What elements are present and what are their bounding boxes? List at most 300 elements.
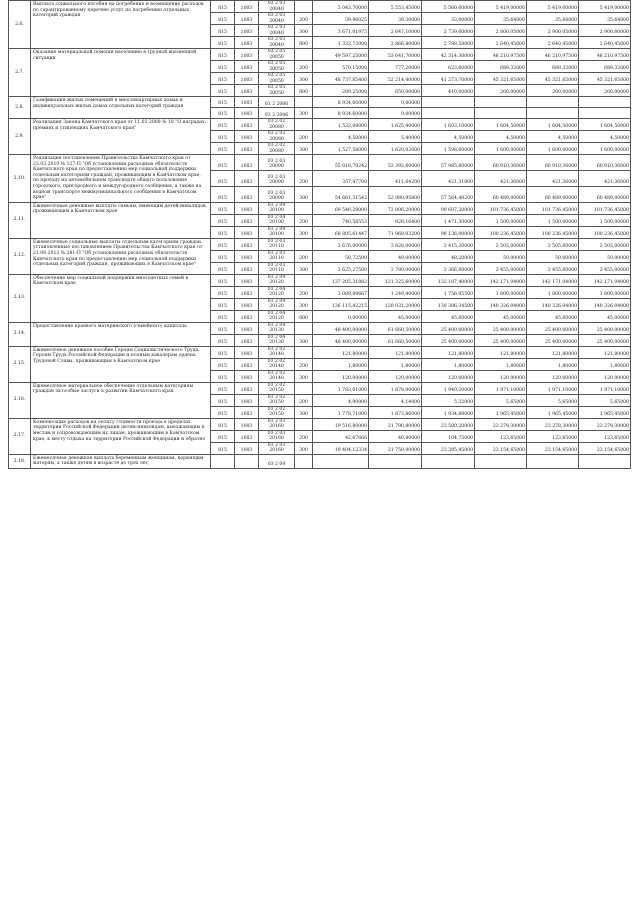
ministry-code: 815 <box>211 334 235 346</box>
amount-cell: 52 214,40000 <box>369 73 422 85</box>
ministry-code: 815 <box>211 262 235 274</box>
amount-cell: 4,14000 <box>369 394 422 406</box>
amount-cell: 140 326,04000 <box>579 298 631 310</box>
table-row <box>9 274 631 286</box>
amount-cell: 1 800,00000 <box>475 286 527 298</box>
section-code: 1003 <box>235 442 259 454</box>
row-number: 2.14. <box>9 322 31 346</box>
amount-cell: 42,67666 <box>313 430 369 442</box>
amount-cell: 5 560,60000 <box>422 1 475 13</box>
target-article-code: 03 2 03 20040 <box>259 1 295 13</box>
amount-cell: 68 805,61447 <box>313 226 369 238</box>
amount-cell: 23 395,45000 <box>422 442 475 454</box>
row-description: Ежемесячные денежные выплаты семьям, имеющим детей-инвалидов, проживающим в Камчатском крае <box>31 202 211 238</box>
row-description: Ежемесячное материальное обеспечение отдельным категориям граждан за особые заслуги в развитии Камчатского края <box>31 382 211 418</box>
target-article-code: 03 2 03 20110 <box>259 238 295 250</box>
amount-cell: 1 249,40000 <box>369 286 422 298</box>
section-code <box>235 454 259 468</box>
expense-type-code: 300 <box>295 298 313 310</box>
target-article-code: 03 2 03 20110 <box>259 250 295 262</box>
amount-cell: 200,00000 <box>579 85 631 97</box>
amount-cell: 46 210,97500 <box>579 49 631 61</box>
section-code: 1003 <box>235 202 259 214</box>
section-code: 1003 <box>235 382 259 394</box>
amount-cell <box>579 108 631 119</box>
amount-cell: 421,36000 <box>475 170 527 186</box>
amount-cell: 2 640,45000 <box>579 37 631 49</box>
target-article-code: 03 2 04 20100 <box>259 214 295 226</box>
amount-cell: 570,15000 <box>313 61 369 73</box>
amount-cell: 53 392,60000 <box>369 155 422 171</box>
amount-cell: 5 419,00000 <box>527 1 579 13</box>
amount-cell <box>475 454 527 468</box>
amount-cell: 101 736,45000 <box>475 202 527 214</box>
table-body <box>9 1 631 469</box>
amount-cell: 121,80000 <box>527 346 579 358</box>
expense-type-code: 200 <box>295 61 313 73</box>
amount-cell: 46 210,97500 <box>527 49 579 61</box>
table-row <box>9 119 631 131</box>
amount-cell: 25 400,00000 <box>527 322 579 334</box>
amount-cell: 45,00000 <box>475 310 527 322</box>
amount-cell: 57 564,48200 <box>422 186 475 202</box>
amount-cell: 50,00000 <box>475 250 527 262</box>
amount-cell: 45,00000 <box>527 310 579 322</box>
amount-cell: 1,80000 <box>527 358 579 370</box>
amount-cell: 1 604,50000 <box>475 119 527 131</box>
amount-cell: 0,00000 <box>369 97 422 108</box>
amount-cell: 1 940,20000 <box>422 382 475 394</box>
section-code: 1003 <box>235 238 259 250</box>
target-article-code: 03 2 04 20130 <box>259 334 295 346</box>
row-description: Обеспечение мер социальной поддержки многодетных семей в Камчатском крае <box>31 274 211 322</box>
amount-cell: 3 366,00000 <box>422 262 475 274</box>
target-article-code: 03 2 04 20120 <box>259 286 295 298</box>
ministry-code: 815 <box>211 442 235 454</box>
amount-cell: 623,60000 <box>422 61 475 73</box>
section-code: 1003 <box>235 370 259 382</box>
section-code: 1003 <box>235 310 259 322</box>
amount-cell: 21 750,00000 <box>369 442 422 454</box>
amount-cell: 35,64000 <box>527 13 579 25</box>
target-article-code: 03 2 02 20080 <box>259 143 295 155</box>
amount-cell: 98 136,00000 <box>422 226 475 238</box>
section-code: 1003 <box>235 155 259 171</box>
ministry-code: 815 <box>211 85 235 97</box>
expense-type-code <box>295 119 313 131</box>
amount-cell: 3 455,00000 <box>475 262 527 274</box>
expense-type-code <box>295 49 313 61</box>
amount-cell: 1 600,00000 <box>579 143 631 155</box>
row-description: Оказание материальной помощи населению в трудной жизненной ситуации <box>31 49 211 97</box>
amount-cell: 54 661,31542 <box>313 186 369 202</box>
amount-cell: 1 873,86000 <box>369 406 422 418</box>
amount-cell: 48,00000 <box>369 250 422 262</box>
amount-cell: 69 546,29000 <box>313 202 369 214</box>
expense-type-code <box>295 97 313 108</box>
row-number: 2.10. <box>9 155 31 203</box>
amount-cell: 5,40000 <box>369 131 422 143</box>
amount-cell: 132 187,40000 <box>422 274 475 286</box>
amount-cell: 99 607,20000 <box>422 202 475 214</box>
target-article-code: 03 2 02 20080 <box>259 119 295 131</box>
amount-cell <box>313 454 369 468</box>
amount-cell: 1 965,45000 <box>579 406 631 418</box>
amount-cell: 23 500,20000 <box>422 418 475 430</box>
target-article-code: 03 2 03 20160 <box>259 442 295 454</box>
table-row <box>9 49 631 61</box>
expense-type-code: 200 <box>295 430 313 442</box>
ministry-code: 815 <box>211 406 235 418</box>
ministry-code: 815 <box>211 170 235 186</box>
amount-cell: 33,00000 <box>422 13 475 25</box>
amount-cell: 120,00000 <box>527 370 579 382</box>
table-row <box>9 97 631 108</box>
amount-cell <box>475 97 527 108</box>
amount-cell: 45 321,65000 <box>579 73 631 85</box>
expense-type-code: 200 <box>295 13 313 25</box>
section-code: 1003 <box>235 85 259 97</box>
amount-cell: 1 800,00000 <box>579 286 631 298</box>
amount-cell: 421,36000 <box>527 170 579 186</box>
row-number: 2.16. <box>9 382 31 418</box>
amount-cell: 45 321,65000 <box>475 73 527 85</box>
amount-cell: 60 489,00000 <box>527 186 579 202</box>
expense-type-code: 200 <box>295 286 313 298</box>
amount-cell: 35,64000 <box>579 13 631 25</box>
amount-cell: 60 489,00000 <box>475 186 527 202</box>
amount-cell: 60 910,36000 <box>475 155 527 171</box>
amount-cell: 25 400,00000 <box>527 334 579 346</box>
amount-cell: 25 400,00000 <box>422 322 475 334</box>
amount-cell: 60 910,36000 <box>527 155 579 171</box>
target-article-code: 03 2 05 20050 <box>259 61 295 73</box>
row-number: 2.15. <box>9 346 31 382</box>
amount-cell: 4,50000 <box>527 131 579 143</box>
amount-cell <box>422 97 475 108</box>
expense-type-code: 200 <box>295 214 313 226</box>
section-code: 1003 <box>235 274 259 286</box>
ministry-code: 815 <box>211 37 235 49</box>
section-code: 1003 <box>235 49 259 61</box>
target-article-code: 03 2 03 20160 <box>259 418 295 430</box>
amount-cell: 39,96025 <box>313 13 369 25</box>
table-row <box>9 1 631 13</box>
amount-cell: 689,32000 <box>579 61 631 73</box>
amount-cell: 72 806,20000 <box>369 202 422 214</box>
amount-cell: 121,80000 <box>475 346 527 358</box>
amount-cell <box>579 454 631 468</box>
amount-cell: 689,32000 <box>527 61 579 73</box>
table-row <box>9 346 631 358</box>
amount-cell: 3 455,00000 <box>527 262 579 274</box>
amount-cell: 8 934,60000 <box>313 108 369 119</box>
amount-cell: 411,64200 <box>369 170 422 186</box>
target-article-code: 03 2 03 20090 <box>259 170 295 186</box>
amount-cell: 142 171,04000 <box>527 274 579 286</box>
amount-cell <box>527 454 579 468</box>
section-code: 1003 <box>235 119 259 131</box>
ministry-code: 815 <box>211 131 235 143</box>
amount-cell: 1 756,05500 <box>422 286 475 298</box>
expense-type-code <box>295 202 313 214</box>
target-article-code: 03 2 03 20160 <box>259 430 295 442</box>
amount-cell <box>527 97 579 108</box>
amount-cell: 1,80000 <box>475 358 527 370</box>
amount-cell: 123,65000 <box>579 430 631 442</box>
amount-cell: 142 171,04000 <box>475 274 527 286</box>
ministry-code: 815 <box>211 214 235 226</box>
ministry-code: 815 <box>211 238 235 250</box>
section-code: 1003 <box>235 262 259 274</box>
amount-cell <box>369 454 422 468</box>
section-code: 1003 <box>235 37 259 49</box>
amount-cell: 0,00000 <box>313 310 369 322</box>
row-description: Ежемесячные социальные выплаты отдельным категориям граждан, установленные постановлением Правительства Камчатского края от 21.06.2012 № 281-П "Об установлении расходных обязательств Камчатского края по предоставлению мер социальной поддержки отдельных категорий граждан, проживающих в Камчатском крае" <box>31 238 211 274</box>
section-code: 1003 <box>235 430 259 442</box>
amount-cell: 200,00000 <box>527 85 579 97</box>
amount-cell: 23 278,30000 <box>579 418 631 430</box>
amount-cell: 45 321,65000 <box>527 73 579 85</box>
amount-cell: 5,65000 <box>475 394 527 406</box>
section-code: 1003 <box>235 25 259 37</box>
row-number: 2.6. <box>9 1 31 49</box>
target-article-code: 03 2 03 20110 <box>259 262 295 274</box>
expense-type-code: 300 <box>295 442 313 454</box>
ministry-code: 815 <box>211 186 235 202</box>
row-description: Предоставление краевого материнского (семейного) капитала <box>31 322 211 346</box>
table-row <box>9 322 631 334</box>
amount-cell: 23 278,30000 <box>475 418 527 430</box>
section-code: 1003 <box>235 13 259 25</box>
section-code: 1003 <box>235 286 259 298</box>
ministry-code: 815 <box>211 202 235 214</box>
amount-cell: 928,16400 <box>369 214 422 226</box>
ministry-code: 815 <box>211 61 235 73</box>
ministry-code: 815 <box>211 25 235 37</box>
amount-cell: 61 660,50000 <box>369 334 422 346</box>
table-row <box>9 202 631 214</box>
amount-cell: 3 676,00000 <box>313 238 369 250</box>
amount-cell: 48 737,85400 <box>313 73 369 85</box>
amount-cell: 25 400,00000 <box>475 322 527 334</box>
amount-cell: 46 210,97500 <box>475 49 527 61</box>
ministry-code: 815 <box>211 155 235 171</box>
section-code: 1003 <box>235 214 259 226</box>
amount-cell: 48 400,00000 <box>313 334 369 346</box>
amount-cell: 689,32000 <box>475 61 527 73</box>
amount-cell: 101 736,45000 <box>579 202 631 214</box>
amount-cell: 49 597,25000 <box>313 49 369 61</box>
amount-cell: 1 620,02000 <box>369 143 422 155</box>
expense-type-code: 300 <box>295 186 313 202</box>
amount-cell: 120,00000 <box>475 370 527 382</box>
expense-type-code <box>295 274 313 286</box>
ministry-code: 815 <box>211 97 235 108</box>
amount-cell: 2 788,58000 <box>422 37 475 49</box>
expense-type-code: 200 <box>295 394 313 406</box>
amount-cell: 101 736,45000 <box>527 202 579 214</box>
amount-cell: 100 236,45000 <box>579 226 631 238</box>
ministry-code: 815 <box>211 346 235 358</box>
amount-cell: 1 971,10000 <box>579 382 631 394</box>
ministry-code: 815 <box>211 49 235 61</box>
table-row <box>9 155 631 171</box>
expense-type-code: 300 <box>295 73 313 85</box>
amount-cell: 421,36000 <box>579 170 631 186</box>
amount-cell: 1,80000 <box>313 358 369 370</box>
section-code: 1003 <box>235 61 259 73</box>
ministry-code: 815 <box>211 73 235 85</box>
ministry-code: 815 <box>211 119 235 131</box>
amount-cell: 100 236,45000 <box>475 226 527 238</box>
target-article-code: 03 2 04 20120 <box>259 298 295 310</box>
amount-cell: 55 018,79242 <box>313 155 369 171</box>
table-row <box>9 382 631 394</box>
amount-cell: 421,31800 <box>422 170 475 186</box>
amount-cell: 1 598,60000 <box>422 143 475 155</box>
amount-cell: 25 400,00000 <box>579 334 631 346</box>
target-article-code: 03 2 05 20050 <box>259 73 295 85</box>
amount-cell: 3 455,00000 <box>579 262 631 274</box>
amount-cell: 4,50000 <box>422 131 475 143</box>
amount-cell: 2 640,45000 <box>527 37 579 49</box>
section-code: 1003 <box>235 226 259 238</box>
row-number: 2.13. <box>9 274 31 322</box>
expense-type-code: 300 <box>295 108 313 119</box>
amount-cell: 19 404,12334 <box>313 442 369 454</box>
amount-cell: 123,65000 <box>527 430 579 442</box>
ministry-code: 815 <box>211 143 235 155</box>
amount-cell: 1 600,00000 <box>527 143 579 155</box>
amount-cell: 1,80000 <box>579 358 631 370</box>
amount-cell: 3 505,00000 <box>527 238 579 250</box>
ministry-code: 815 <box>211 394 235 406</box>
ministry-code <box>211 454 235 468</box>
amount-cell: 2 640,45000 <box>475 37 527 49</box>
amount-cell: 357,47700 <box>313 170 369 186</box>
ministry-code: 815 <box>211 13 235 25</box>
amount-cell: 21 790,80000 <box>369 418 422 430</box>
amount-cell: 39,30000 <box>369 13 422 25</box>
amount-cell: 5 553,45000 <box>369 1 422 13</box>
row-number: 2.9. <box>9 119 31 155</box>
section-code: 1003 <box>235 131 259 143</box>
ministry-code: 815 <box>211 370 235 382</box>
amount-cell: 53 641,70000 <box>369 49 422 61</box>
amount-cell: 140 326,04000 <box>527 298 579 310</box>
budget-table <box>8 0 631 469</box>
amount-cell: 71 968,03200 <box>369 226 422 238</box>
target-article-code: 03 2 03 20090 <box>259 155 295 171</box>
amount-cell <box>422 454 475 468</box>
amount-cell: 0,00000 <box>369 108 422 119</box>
expense-type-code: 300 <box>295 226 313 238</box>
amount-cell: 48 400,00000 <box>313 322 369 334</box>
amount-cell: 25 400,00000 <box>422 334 475 346</box>
amount-cell: 5,65000 <box>527 394 579 406</box>
amount-cell: 1 965,45000 <box>527 406 579 418</box>
expense-type-code: 300 <box>295 25 313 37</box>
amount-cell: 120 031,20000 <box>369 298 422 310</box>
amount-cell: 1 500,00000 <box>579 214 631 226</box>
section-code: 1003 <box>235 394 259 406</box>
row-number: 2.7. <box>9 49 31 97</box>
amount-cell: 1 965,45000 <box>475 406 527 418</box>
amount-cell: 23 278,30000 <box>527 418 579 430</box>
target-article-code: 03 2 03 20040 <box>259 25 295 37</box>
expense-type-code: 300 <box>295 370 313 382</box>
row-description: Реализация Закона Камчатского края от 11.03.2008 № 18 "О наградах, премиях и стипендиях Камчатского края" <box>31 119 211 155</box>
amount-cell: 4,50000 <box>475 131 527 143</box>
amount-cell: 136 115,42215 <box>313 298 369 310</box>
section-code: 1003 <box>235 1 259 13</box>
amount-cell: 57 985,80000 <box>422 155 475 171</box>
amount-cell: 50,72500 <box>313 250 369 262</box>
amount-cell: 142 171,04000 <box>579 274 631 286</box>
target-article-code: 03 2 04 <box>259 454 295 468</box>
ministry-code: 815 <box>211 250 235 262</box>
amount-cell: 2 900,05000 <box>527 25 579 37</box>
target-article-code: 03 2 05 20050 <box>259 85 295 97</box>
amount-cell: 104,75000 <box>422 430 475 442</box>
ministry-code: 815 <box>211 310 235 322</box>
amount-cell: 3 828,00000 <box>369 238 422 250</box>
ministry-code: 815 <box>211 226 235 238</box>
amount-cell: 121,80000 <box>369 346 422 358</box>
expense-type-code: 200 <box>295 250 313 262</box>
row-description: Газификация жилых помещений в многоквартирных домах и индивидуальных жилых домах отдельных категорий граждан <box>31 97 211 119</box>
expense-type-code: 300 <box>295 262 313 274</box>
amount-cell: 121,80000 <box>422 346 475 358</box>
target-article-code: 03 2 03 20090 <box>259 186 295 202</box>
ministry-code: 815 <box>211 108 235 119</box>
table-row <box>9 454 631 468</box>
target-article-code: 03 2 02 20140 <box>259 358 295 370</box>
amount-cell: 1 878,00000 <box>369 382 422 394</box>
amount-cell: 130 386,34500 <box>422 298 475 310</box>
amount-cell: 1 971,10000 <box>475 382 527 394</box>
table-row <box>9 418 631 430</box>
row-description: Ежемесячное денежное пособие Героям Социалистического Труда, Героям Труда Российской Федерации и полным кавалерам ордена Трудовой Славы, проживающим в Камчатском крае <box>31 346 211 382</box>
row-description: Выплата социального пособия на погребение и возмещение расходов по гарантированному перечню услуг по погребению отдельных категорий граждан <box>31 1 211 49</box>
amount-cell <box>475 108 527 119</box>
target-article-code: 03 2 02 20150 <box>259 394 295 406</box>
target-article-code: 03 2 02 20080 <box>259 131 295 143</box>
row-number: 2.11. <box>9 202 31 238</box>
amount-cell: 5,65000 <box>579 394 631 406</box>
amount-cell: 137 205,31882 <box>313 274 369 286</box>
amount-cell: 200,00000 <box>475 85 527 97</box>
expense-type-code <box>295 1 313 13</box>
amount-cell: 100 236,45000 <box>527 226 579 238</box>
amount-cell: 123,65000 <box>475 430 527 442</box>
section-code: 1003 <box>235 334 259 346</box>
amount-cell: 1 603,10000 <box>422 119 475 131</box>
amount-cell <box>527 108 579 119</box>
amount-cell: 740,58553 <box>313 214 369 226</box>
amount-cell: 3 671,01975 <box>313 25 369 37</box>
amount-cell: 25 400,00000 <box>475 334 527 346</box>
amount-cell: 25 400,00000 <box>579 322 631 334</box>
target-article-code: 03 2 05 20050 <box>259 49 295 61</box>
section-code: 1003 <box>235 346 259 358</box>
ministry-code: 815 <box>211 298 235 310</box>
amount-cell: 3 415,20000 <box>422 238 475 250</box>
ministry-code: 815 <box>211 274 235 286</box>
amount-cell: 8 934,60000 <box>313 97 369 108</box>
amount-cell: 120,00000 <box>369 370 422 382</box>
